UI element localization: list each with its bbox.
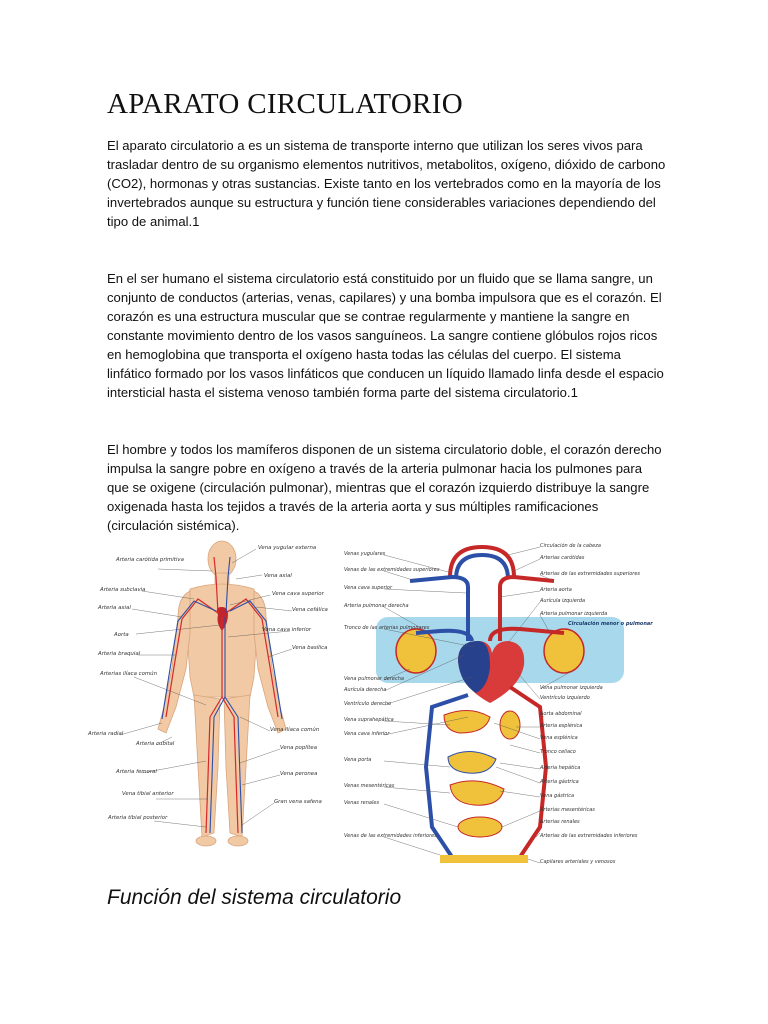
diagram-label-left: Aurícula derecha — [344, 687, 387, 693]
diagram-label-right: Arteria pulmonar izquierda — [540, 611, 608, 617]
diagram-label-right: Capilares arteriales y venosos — [540, 859, 616, 865]
diagram-label-right: Tronco celíaco — [540, 749, 576, 755]
body-label-left: Arterias ilíaca común — [100, 671, 157, 677]
diagram-label-right: Arterias de las extremidades superiores — [540, 571, 641, 577]
diagram-label-right: Arterias mesentéricas — [540, 807, 595, 813]
body-label-right: Vena poplítea — [280, 745, 317, 751]
body-label-left: Arteria braquial — [98, 651, 141, 657]
left-lung — [544, 629, 584, 673]
diagram-label-left: Vena porta — [344, 757, 372, 763]
diagram-label-right: Arteria gástrica — [540, 779, 579, 785]
body-label-left: Arteria axial — [98, 605, 131, 611]
diagram-label-right: Arterias carótidas — [540, 555, 585, 561]
diagram-label-left: Tronco de las arterias pulmonares — [344, 625, 430, 631]
diagram-label-left: Vena cava inferior — [344, 731, 390, 737]
diagram-label-right: Arteria hepática — [540, 765, 581, 771]
diagram-label-right: Arterias renales — [540, 819, 580, 825]
diagram-label-right: Vena esplénica — [540, 735, 578, 741]
diagram-label-right: Arteria aorta — [540, 587, 572, 593]
body-label-left: Aorta — [114, 632, 129, 638]
page-title: APARATO CIRCULATORIO — [107, 88, 463, 120]
circulation-diagram-figure — [340, 537, 653, 877]
section-heading: Función del sistema circulatorio — [107, 886, 402, 909]
diagram-label-left: Venas mesentéricas — [344, 783, 395, 789]
body-label-right: Vena cava superior — [272, 591, 324, 597]
paragraph-intro: El aparato circulatorio a es un sistema de transporte interno que utilizan los seres vivos para trasladar dentro de su organismo elementos nutritivos, metabolitos, oxígeno, dióxido de carbono (CO2), hormonas y otras sustancias. Existe tanto en los vertebrados como en la mayoría de los invertebrados aunque su estructura y función tiene considerables variaciones dependiendo del tipo de animal.1 — [107, 138, 666, 229]
diagram-label-right: Vena pulmonar izquierda — [540, 685, 603, 691]
body-label-right: Vena ilíaca común — [270, 727, 320, 733]
circulation-schematic — [340, 537, 653, 877]
body-label-right: Vena basílica — [292, 645, 328, 651]
body-label-left: Arteria carótida primitiva — [116, 557, 184, 563]
diagram-label-right: Aorta abdominal — [540, 711, 582, 717]
paragraph-double-circulation: El hombre y todos los mamíferos disponen de un sistema circulatorio doble, el corazón derecho impulsa la sangre pobre en oxígeno a través de la arteria pulmonar hacia los pulmones para que se oxigene (circulación pulmonar), mientras que el corazón izquierdo distribuye la sangre oxigenada hasta los tejidos a través de la arteria aorta y sus múltiples ramificaciones (circulación sistémica). — [107, 442, 662, 533]
body-label-left: Vena tibial anterior — [122, 791, 174, 797]
diagram-label-left: Vena cava superior — [344, 585, 393, 591]
diagram-label-left: Ventrículo derecho — [344, 701, 392, 707]
body-label-left: Arteria cubital — [136, 741, 175, 747]
body-label-left: Arteria tibial posterior — [108, 815, 168, 821]
body-label-right: Vena cava inferior — [262, 627, 311, 633]
body-label-right: Gran vena safena — [274, 799, 322, 805]
body-label-left: Arteria radial — [88, 731, 124, 737]
body-illustration — [86, 537, 326, 855]
body-label-right: Vena cefálica — [292, 607, 328, 613]
diagram-label-left: Venas de las extremidades inferiores — [344, 833, 437, 839]
diagram-label-left: Arteria pulmonar derecha — [344, 603, 409, 609]
body-label-left: Arteria femoral — [116, 769, 157, 775]
diagram-label-left: Vena suprahepática — [344, 717, 394, 723]
body-label-right: Vena peronea — [280, 771, 318, 777]
abdominal-organs — [444, 710, 520, 837]
body-circulation-figure — [86, 537, 326, 855]
diagram-label-right: Aurícula izquierda — [540, 598, 586, 604]
diagram-label-left: Venas renales — [344, 800, 380, 806]
pulmonary-panel-label: Circulación menor o pulmonar — [568, 621, 653, 627]
diagram-label-right: Circulación de la cabeza — [540, 543, 601, 549]
paragraph-human-system: En el ser humano el sistema circulatorio está constituido por un fluido que se llama sangre, un conjunto de conductos (arterias, venas, capilares) y una bomba impulsora que es el corazón. El corazón es una estructura muscular que se contrae regularmente y mantiene la sangre en constante movimiento dentro de los vasos sanguíneos. La sangre contiene glóbulos rojos ricos en hemoglobina que transporta el oxígeno hasta todas las células del cuerpo. El sistema linfático formado por los vasos linfáticos que conducen un líquido llamado linfa desde el espacio intersticial hasta el sistema venoso también forma parte del sistema circulatorio.1 — [107, 271, 664, 400]
diagram-label-right: Vena gástrica — [540, 793, 575, 799]
body-label-right: Vena axial — [264, 573, 292, 579]
diagram-label-left: Venas de las extremidades superiores — [344, 567, 440, 573]
diagram-label-left: Venas yugulares — [344, 551, 386, 557]
diagram-label-right: Arteria esplénica — [540, 723, 583, 729]
diagram-label-left: Vena pulmonar derecha — [344, 676, 404, 682]
body-label-left: Arteria subclavia — [100, 587, 146, 593]
diagram-label-right: Ventrículo izquierdo — [540, 695, 590, 701]
diagram-label-right: Arterias de las extremidades inferiores — [540, 833, 638, 839]
body-label-right: Vena yugular externa — [258, 545, 317, 551]
